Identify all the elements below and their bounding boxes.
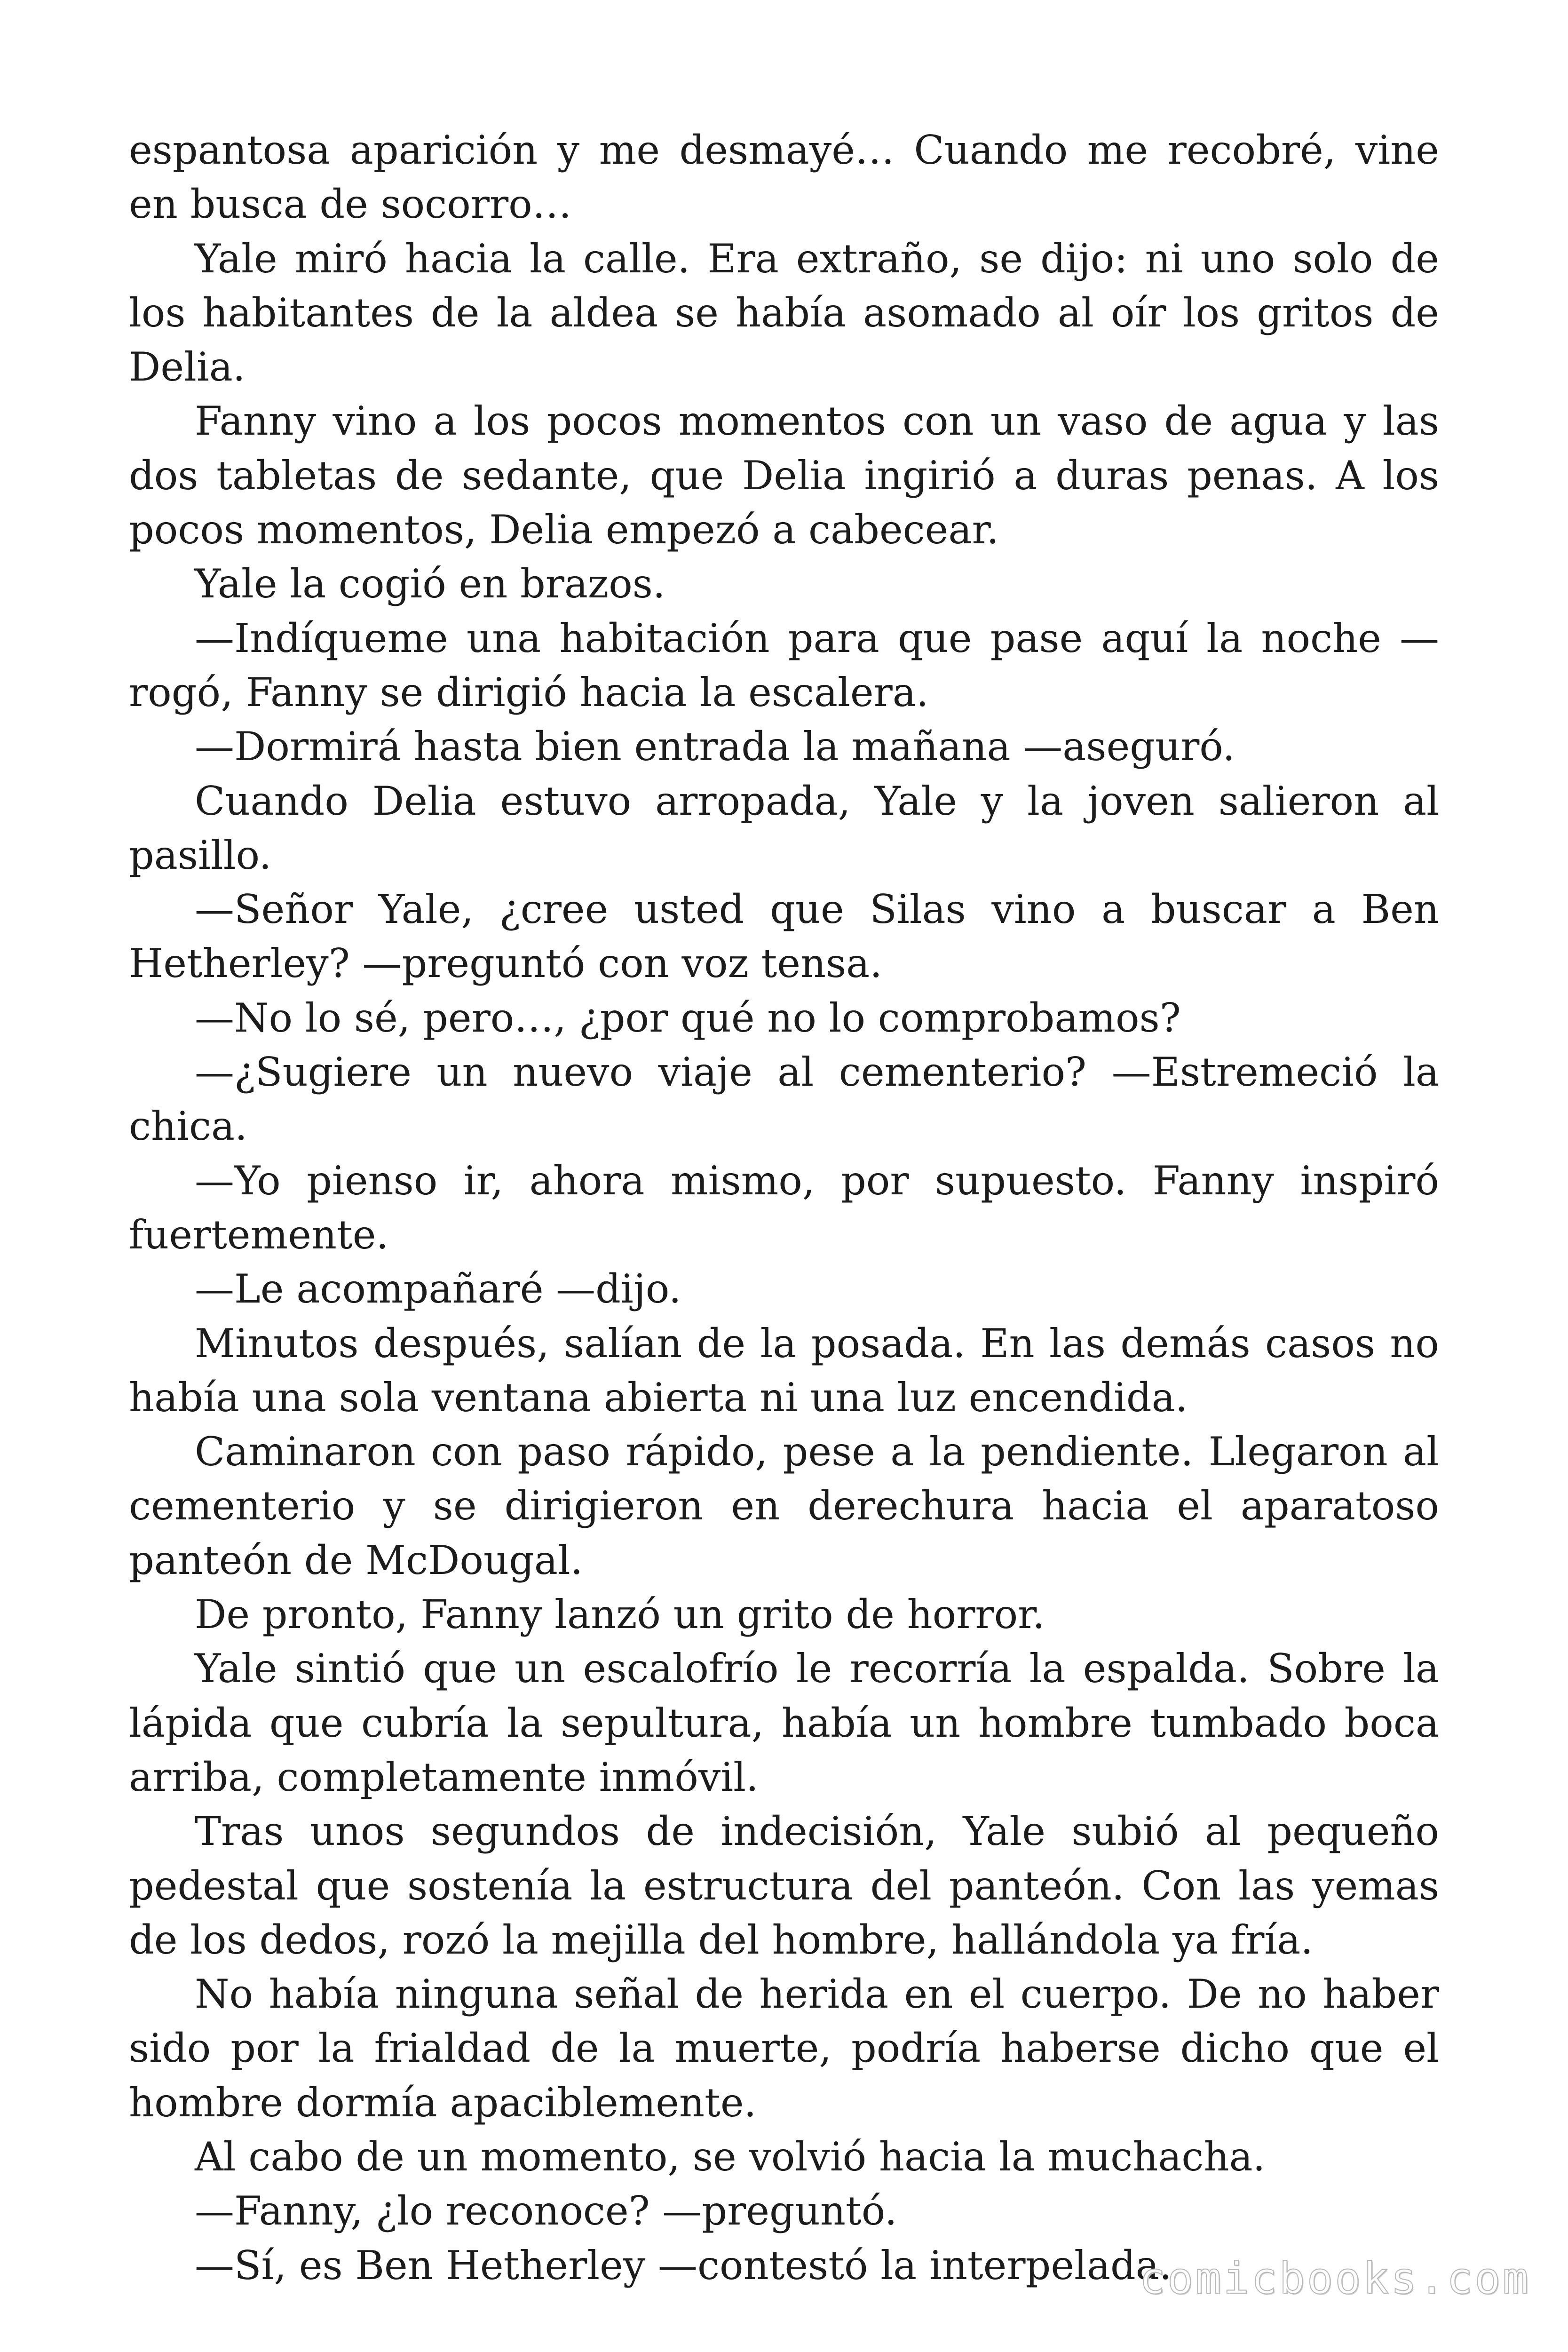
paragraph: De pronto, Fanny lanzó un grito de horror. xyxy=(195,1591,1045,1638)
paragraph: Cuando Delia estuvo arropada, Yale y la joven salieron al pasillo. xyxy=(129,778,1439,878)
paragraph: —Sí, es Ben Hetherley —contestó la interpelada. xyxy=(195,2242,1172,2288)
paragraph: —¿Sugiere un nuevo viaje al cementerio? —Estremeció la chica. xyxy=(129,1049,1439,1150)
paragraph: Yale la cogió en brazos. xyxy=(195,561,665,607)
paragraph: Tras unos segundos de indecisión, Yale subió al pequeño pedestal que sostenía la estructura del panteón. Con las yemas de los dedos, rozó la mejilla del hombre, hallándola ya fría. xyxy=(129,1808,1439,1963)
paragraph: —Fanny, ¿lo reconoce? —preguntó. xyxy=(195,2188,897,2234)
site-watermark: comicbooks.com xyxy=(1139,2253,1530,2304)
paragraph: Fanny vino a los pocos momentos con un vaso de agua y las dos tabletas de sedante, que Delia ingirió a duras penas. A los pocos momentos, Delia empezó a cabecear. xyxy=(129,398,1439,553)
paragraph: —Señor Yale, ¿cree usted que Silas vino a buscar a Ben Hetherley? —preguntó con voz tensa. xyxy=(129,886,1439,987)
paragraph: —No lo sé, pero…, ¿por qué no lo comprobamos? xyxy=(195,994,1181,1041)
paragraph: —Yo pienso ir, ahora mismo, por supuesto. Fanny inspiró fuertemente. xyxy=(129,1157,1439,1258)
paragraph: —Dormirá hasta bien entrada la mañana —aseguró. xyxy=(195,723,1235,770)
paragraph: Yale sintió que un escalofrío le recorría la espalda. Sobre la lápida que cubría la sepultura, había un hombre tumbado boca arriba, completamente inmóvil. xyxy=(129,1645,1439,1800)
paragraph: Caminaron con paso rápido, pese a la pendiente. Llegaron al cementerio y se dirigieron en derechura hacia el aparatoso panteón de McDougal. xyxy=(129,1429,1439,1583)
paragraph: espantosa aparición y me desmayé… Cuando me recobré, vine en busca de socorro… xyxy=(129,127,1439,228)
body-text xyxy=(129,123,1439,2293)
paragraph: Yale miró hacia la calle. Era extraño, se dijo: ni uno solo de los habitantes de la aldea se había asomado al oír los gritos de Delia. xyxy=(129,235,1439,390)
paragraph: Al cabo de un momento, se volvió hacia la muchacha. xyxy=(195,2133,1266,2180)
paragraph: No había ninguna señal de herida en el cuerpo. De no haber sido por la frialdad de la muerte, podría haberse dicho que el hombre dormía apaciblemente. xyxy=(129,1971,1439,2126)
paragraph: —Indíqueme una habitación para que pase aquí la noche —rogó, Fanny se dirigió hacia la escalera. xyxy=(129,615,1439,715)
paragraph: —Le acompañaré —dijo. xyxy=(195,1266,681,1312)
paragraph: Minutos después, salían de la posada. En las demás casos no había una sola ventana abierta ni una luz encendida. xyxy=(129,1320,1439,1421)
